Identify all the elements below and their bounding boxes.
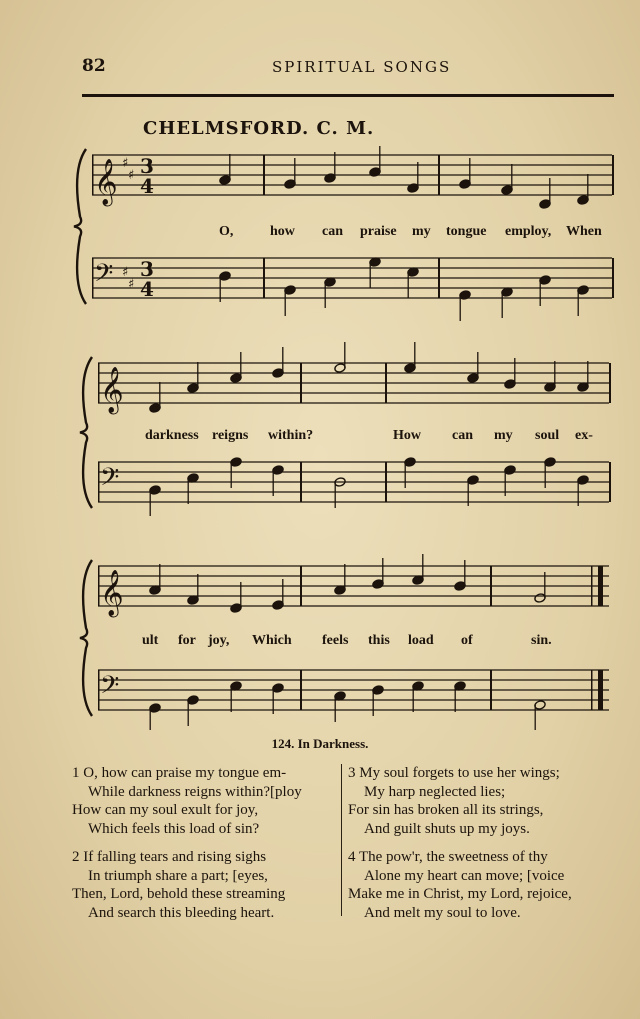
bar-line: [591, 670, 593, 710]
lyric-word: my: [494, 428, 513, 443]
stanza-line: 3 My soul forgets to use her wings;: [348, 765, 560, 781]
lyric-word: of: [461, 633, 473, 648]
stanza-line: And melt my soul to love.: [364, 904, 521, 921]
system-brace: [80, 357, 92, 508]
stanza-2: [72, 848, 285, 922]
stanza-line: And guilt shuts up my joys.: [364, 820, 530, 837]
tune-title: CHELMSFORD. C. M.: [143, 118, 375, 139]
stanza-line: My harp neglected lies;: [364, 783, 506, 800]
stanza-line: How can my soul exult for joy,: [72, 802, 259, 818]
treble-clef: 𝄞: [94, 159, 118, 205]
bass-clef: 𝄢: [100, 463, 120, 498]
lyric-word: When: [566, 224, 602, 239]
lyric-word: ex-: [575, 428, 593, 443]
time-signature-top: 3: [140, 154, 154, 178]
stanza-line: Make me in Christ, my Lord, rejoice,: [348, 886, 572, 902]
bar-line: [385, 462, 387, 502]
stanza-line: For sin has broken all its strings,: [348, 802, 544, 818]
bar-line: [438, 258, 440, 298]
time-signature-bottom: 4: [140, 174, 154, 198]
lyric-word: ult: [142, 633, 159, 648]
lyric-word: can: [452, 428, 473, 443]
bar-line: [490, 670, 492, 710]
lyric-word: tongue: [446, 224, 487, 239]
stanza-line: In triumph share a part; [eyes,: [88, 867, 268, 884]
bar-line: [438, 155, 440, 195]
lyric-word: this: [368, 633, 390, 648]
treble-clef: 𝄞: [100, 570, 124, 616]
hymn-title: 124. In Darkness.: [271, 736, 369, 751]
stanza-line: 4 The pow'r, the sweetness of thy: [348, 849, 548, 865]
bar-line: [300, 566, 302, 606]
bar-line: [598, 566, 603, 606]
lyric-word: praise: [360, 224, 397, 239]
bar-line: [300, 462, 302, 502]
sharp-sign: ♯: [128, 168, 135, 183]
bar-line: [598, 670, 603, 710]
bass-clef: 𝄢: [100, 671, 120, 706]
lyric-word: load: [408, 633, 434, 648]
bass-clef: 𝄢: [94, 259, 114, 294]
bar-line: [591, 566, 593, 606]
stanza-line: And search this bleeding heart.: [88, 904, 275, 921]
system-brace: [80, 560, 92, 716]
stanza-line: While darkness reigns within?[ploy: [88, 783, 302, 800]
column-divider: [341, 764, 342, 916]
running-title: SPIRITUAL SONGS: [272, 58, 452, 76]
bar-line: [609, 462, 611, 502]
lyric-word: reigns: [212, 428, 249, 443]
stanza-1: [72, 764, 302, 838]
bar-line: [609, 363, 611, 403]
treble-clef: 𝄞: [100, 367, 124, 413]
stanza-line: Alone my heart can move; [voice: [364, 867, 565, 884]
lyric-word: O,: [219, 224, 234, 239]
lyric-word: sin.: [531, 633, 552, 648]
system-brace: [74, 149, 86, 304]
sharp-sign: ♯: [122, 156, 129, 171]
bar-line: [263, 155, 265, 195]
bar-line: [612, 155, 614, 195]
lyric-word: my: [412, 224, 431, 239]
lyric-word: Which: [252, 633, 292, 648]
lyric-word: How: [393, 428, 421, 443]
bar-line: [612, 258, 614, 298]
lyric-word: soul: [535, 428, 560, 443]
lyric-word: within?: [268, 428, 314, 443]
stanza-4: [348, 848, 572, 922]
page-number: 82: [82, 56, 106, 76]
bar-line: [263, 258, 265, 298]
stanza-line: Which feels this load of sin?: [88, 820, 260, 837]
stanza-3: [348, 764, 560, 838]
lyric-word: how: [270, 224, 295, 239]
stanza-line: 1 O, how can praise my tongue em-: [72, 765, 287, 781]
bar-line: [300, 363, 302, 403]
bar-line: [490, 566, 492, 606]
lyric-word: employ,: [505, 224, 552, 239]
time-signature-top: 3: [140, 257, 154, 281]
lyric-word: darkness: [145, 428, 199, 443]
bar-line: [300, 670, 302, 710]
sharp-sign: ♯: [122, 265, 129, 280]
stanza-line: 2 If falling tears and rising sighs: [72, 849, 267, 865]
sharp-sign: ♯: [128, 277, 135, 292]
lyric-word: joy,: [208, 633, 230, 648]
lyric-word: for: [178, 633, 196, 648]
bar-line: [385, 363, 387, 403]
stanza-line: Then, Lord, behold these streaming: [72, 886, 286, 902]
time-signature-bottom: 4: [140, 277, 154, 301]
lyric-word: can: [322, 224, 343, 239]
lyric-word: feels: [322, 633, 349, 648]
